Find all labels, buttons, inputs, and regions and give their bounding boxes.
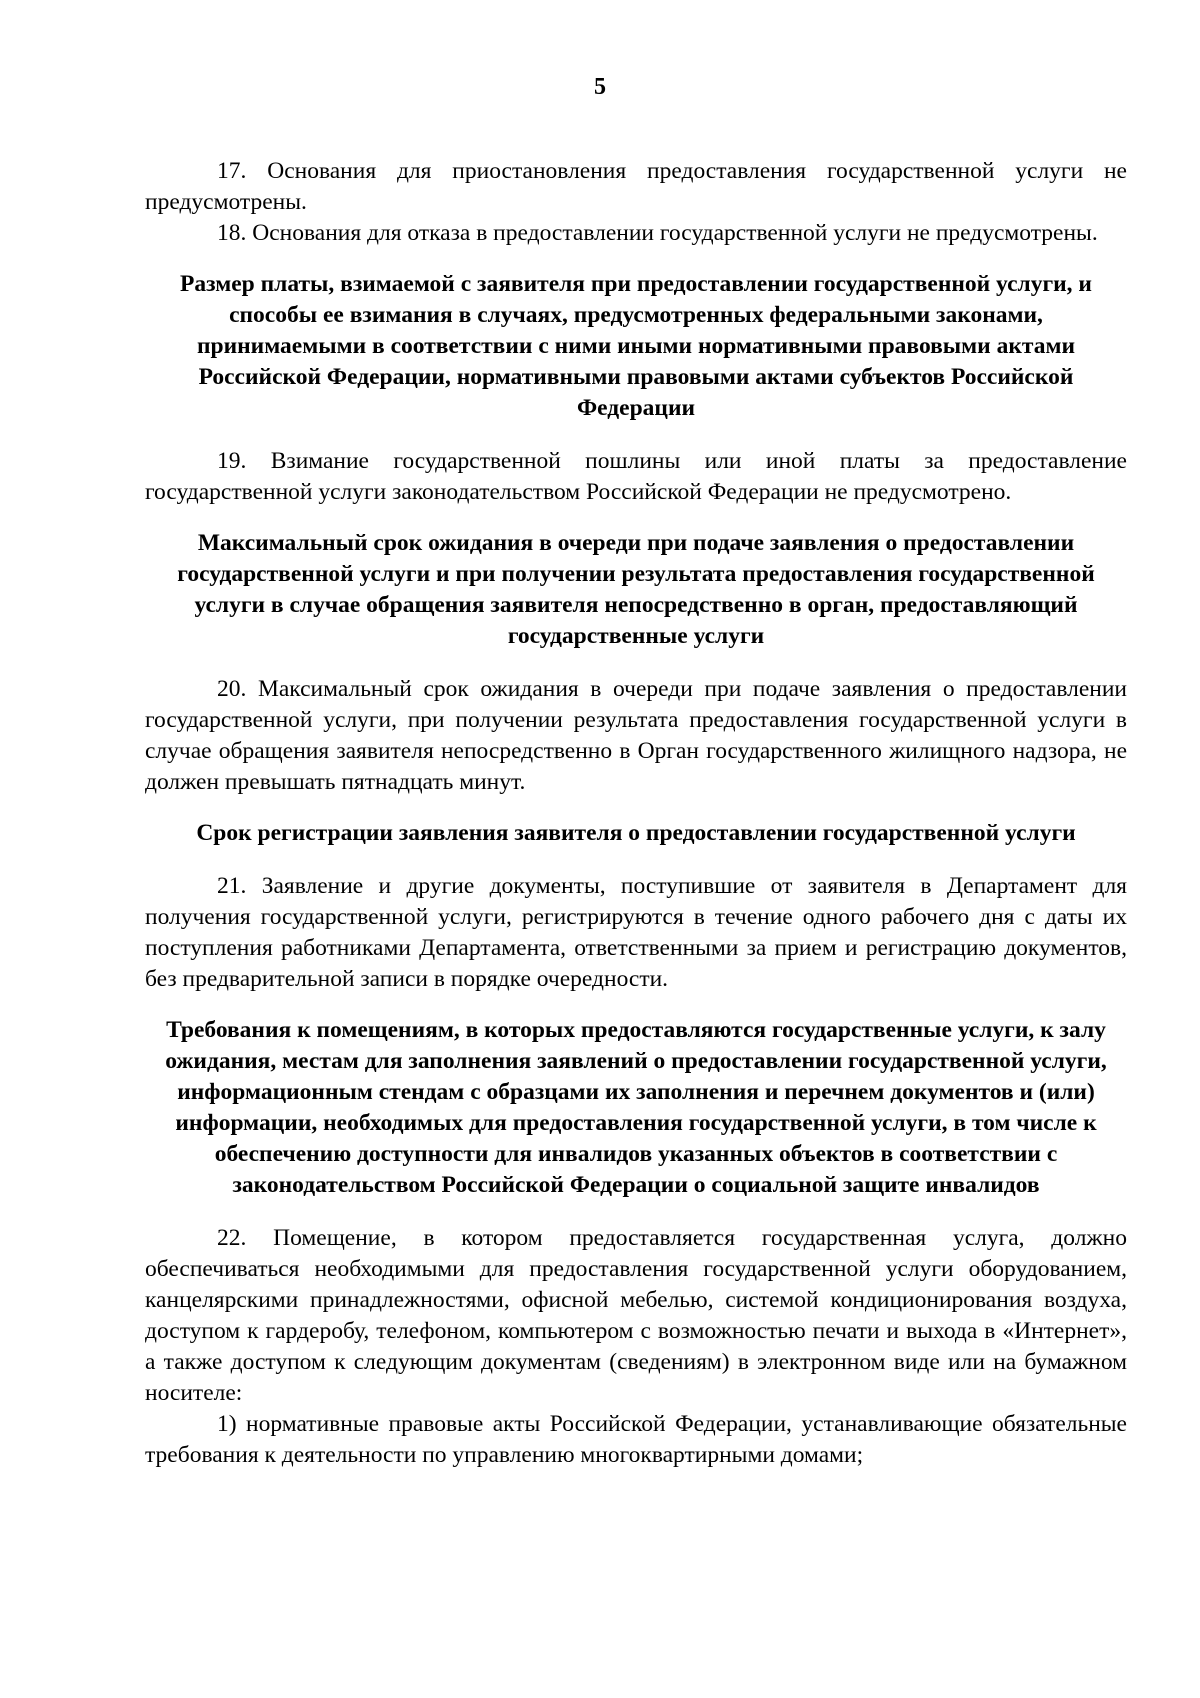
paragraph-22: 22. Помещение, в котором предоставляется государственная услуга, должно обеспечиваться необходимыми для предоставления государственной услуги оборудованием, канцелярскими принадлежностями, офисной мебелью, системой кондиционирования воздуха, доступом к гардеробу, телефоном, компьютером с возможностью печати и выхода в «Интернет», а также доступом к следующим документам (сведениям) в электронном виде или на бумажном носителе: xyxy=(145,1225,1127,1406)
paragraph-20: 20. Максимальный срок ожидания в очереди при подаче заявления о предоставлении государственной услуги, при получении результата предоставления государственной услуги в случае обращения заявителя непосредственно в Орган государственного жилищного надзора, не должен превышать пятнадцать минут. xyxy=(145,676,1127,795)
section-heading-fee: Размер платы, взимаемой с заявителя при предоставлении государственной услуги, и способы ее взимания в случаях, предусмотренных федеральными законами, принимаемыми в соответствии с ними иными нормативными правовыми актами Российской Федерации, нормативными правовыми актами субъектов Российской Федерации xyxy=(180,271,1092,421)
section-heading-registration: Срок регистрации заявления заявителя о предоставлении государственной услуги xyxy=(196,820,1076,846)
list-item-1: 1) нормативные правовые акты Российской Федерации, устанавливающие обязательные требования к деятельности по управлению многоквартирными домами; xyxy=(145,1411,1127,1468)
document-body xyxy=(145,156,1127,1471)
paragraph-19: 19. Взимание государственной пошлины или иной платы за предоставление государственной услуги законодательством Российской Федерации не предусмотрено. xyxy=(145,448,1127,505)
paragraph-18: 18. Основания для отказа в предоставлении государственной услуги не предусмотрены. xyxy=(217,220,1098,246)
page-number: 5 xyxy=(594,74,606,100)
section-heading-queue-time: Максимальный срок ожидания в очереди при подаче заявления о предоставлении государственной услуги и при получении результата предоставления государственной услуги в случае обращения заявителя непосредственно в орган, предоставляющий государственные услуги xyxy=(177,530,1095,649)
paragraph-17: 17. Основания для приостановления предоставления государственной услуги не предусмотрены. xyxy=(145,158,1127,215)
section-heading-premises: Требования к помещениям, в которых предоставляются государственные услуги, к залу ожидания, местам для заполнения заявлений о предоставлении государственной услуги, информационным стендам с образцами их заполнения и перечнем документов и (или) информации, необходимых для предоставления государственной услуги, в том числе к обеспечению доступности для инвалидов указанных объектов в соответствии с законодательством Российской Федерации о социальной защите инвалидов xyxy=(165,1017,1107,1198)
paragraph-21: 21. Заявление и другие документы, поступившие от заявителя в Департамент для получения государственной услуги, регистрируются в течение одного рабочего дня с даты их поступления работниками Департамента, ответственными за прием и регистрацию документов, без предварительной записи в порядке очередности. xyxy=(145,873,1127,992)
